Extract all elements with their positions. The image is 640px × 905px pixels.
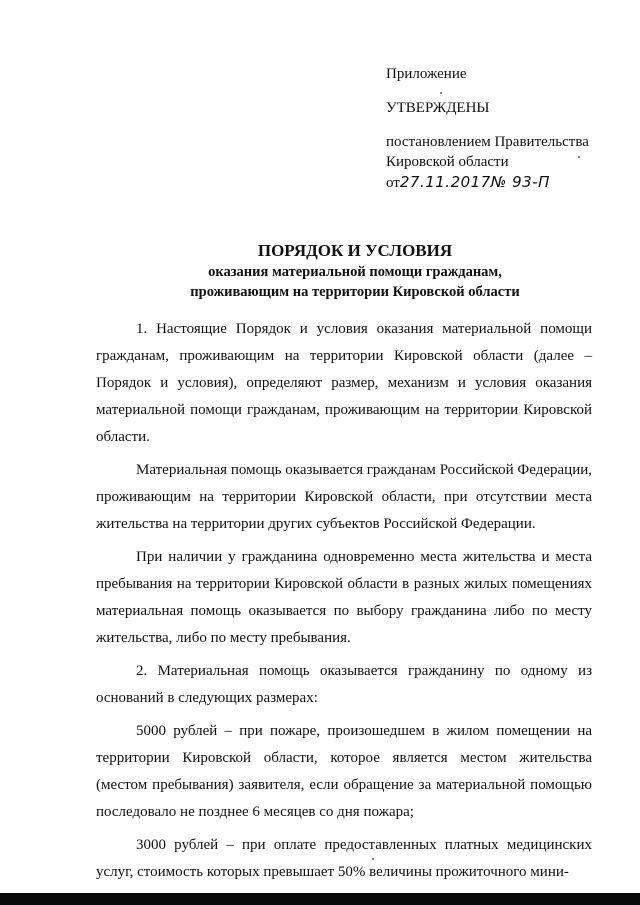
paragraph-3: При наличии у гражданина одновременно места жительства и места пребывания на территории Кировской области в разных жилых помещениях материальная помощь оказывается по выбору гражданина либо по месту жительства, либо по месту пребывания.	[96, 549, 592, 646]
paragraph-2: Материальная помощь оказывается гражданам Российской Федерации, проживающим на территории Кировской области, при отсутствии места жительства на территории других субъектов Российской Федерации.	[96, 462, 592, 532]
title-main: ПОРЯДОК И УСЛОВИЯ	[257, 241, 453, 260]
paragraph-6: 3000 рублей – при оплате предоставленных платных медицинских услуг, стоимость которых превышает 50% величины прожиточного мини-	[96, 837, 592, 880]
scan-speck	[372, 858, 374, 860]
appendix-label: Приложение	[386, 66, 467, 82]
decree-date-line	[386, 172, 626, 193]
approved-label: УТВЕРЖДЕНЫ	[386, 100, 490, 116]
scan-speck	[440, 92, 442, 94]
paragraph-5: 5000 рублей – при пожаре, произошедшем в жилом помещении на территории Кировской области, которое является местом жительства (местом пребывания) заявителя, если обращение за материальной помощью последовало не позднее 6 месяцев со дня пожара;	[96, 723, 592, 820]
paragraph-4: 2. Материальная помощь оказывается гражданину по одному из оснований в следующих размерах:	[96, 663, 592, 706]
scan-speck	[578, 156, 580, 158]
document-body	[96, 316, 592, 892]
approval-block	[386, 64, 626, 193]
document-title	[0, 240, 640, 302]
decree-line-1: постановлением Правительства	[386, 134, 589, 150]
decree-handwritten-number: 27.11.2017№ 93-П	[399, 173, 550, 191]
title-line-3: проживающим на территории Кировской области	[190, 284, 520, 300]
scan-border	[0, 893, 640, 905]
title-line-2: оказания материальной помощи гражданам,	[208, 264, 502, 280]
paragraph-1: 1. Настоящие Порядок и условия оказания материальной помощи гражданам, проживающим на территории Кировской области (далее – Порядок и условия), определяют размер, механизм и условия оказания материальной помощи гражданам, проживающим на территории Кировской области.	[96, 321, 592, 445]
decree-date-prefix: от	[386, 175, 400, 191]
decree-line-2: Кировской области	[386, 154, 509, 170]
